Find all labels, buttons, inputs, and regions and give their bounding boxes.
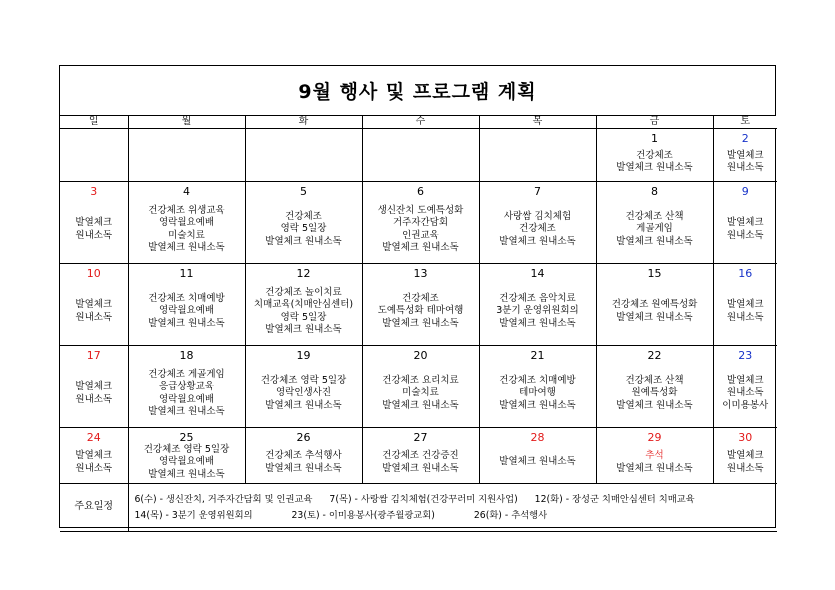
event-list [129, 132, 245, 164]
day-number: 6 [417, 185, 424, 198]
event-list [597, 363, 713, 424]
event-item: 발열체크 원내소독 [265, 235, 342, 247]
event-item: 건강체조 산책 [625, 210, 684, 222]
summary-item: 12(화) - 장성군 치매안심센터 치매교육 [534, 493, 695, 505]
day-cell [362, 264, 479, 346]
day-cell [60, 182, 128, 264]
day-cell [245, 129, 362, 182]
event-list [480, 199, 596, 260]
day-number: 29 [647, 431, 662, 444]
summary-item: 26(화) - 추석행사 [473, 509, 548, 521]
day-number: 30 [738, 431, 753, 444]
event-item: 사랑쌈 김치체험 [503, 210, 572, 222]
event-list [597, 445, 713, 480]
event-list [714, 445, 778, 480]
event-item: 인권교육 [402, 229, 439, 241]
event-item: 발열체크 원내소독 [148, 242, 225, 253]
day-cell [60, 428, 128, 484]
summary-content [128, 484, 777, 532]
event-item: 발열체크 [726, 450, 764, 461]
day-cell [596, 182, 713, 264]
day-number: 2 [741, 132, 749, 145]
day-number: 18 [179, 349, 194, 362]
event-item: 건강체조 영락 5일장 [143, 443, 230, 455]
event-item: 건강체조 영락 5일장 [260, 374, 347, 386]
event-item: 원내소독 [75, 229, 113, 241]
event-item: 건강체조 놀이치료 [265, 286, 342, 298]
event-item: 발열체크 원내소독 [499, 456, 576, 468]
day-number: 8 [651, 185, 658, 198]
day-cell [128, 428, 245, 484]
event-item: 발열체크 [75, 450, 113, 461]
weekday-thu: 목 [479, 116, 596, 129]
event-item: 원내소독 [75, 462, 113, 474]
day-cell [713, 428, 777, 484]
event-item: 건강체조 [402, 292, 439, 304]
day-number: 14 [530, 267, 545, 280]
event-item: 영락 5일장 [280, 311, 327, 323]
event-list [363, 363, 479, 424]
event-list [714, 281, 778, 342]
event-item: 3분기 운영위원회의 [496, 305, 579, 317]
week-row [60, 182, 777, 264]
event-item: 원내소독 [726, 311, 764, 323]
summary-item: 7(목) - 사랑쌈 김치체험(건강꾸러미 지원사업) [329, 493, 518, 505]
event-list [246, 132, 362, 164]
event-item: 영락월요예배 [158, 305, 215, 317]
day-cell [713, 182, 777, 264]
event-item: 발열체크 원내소독 [616, 462, 693, 474]
event-item: 영락월요예배 [158, 456, 215, 468]
event-item: 테마여행 [519, 387, 556, 399]
event-list [60, 132, 128, 164]
summary-row [60, 484, 777, 532]
summary-item: 23(토) - 이미용봉사(광주월광교회) [291, 509, 435, 521]
day-number: 10 [86, 267, 101, 280]
weekday-sun: 일 [60, 116, 128, 129]
day-cell [479, 264, 596, 346]
day-number: 25 [179, 431, 194, 444]
event-item: 건강체조 게골게임 [148, 368, 225, 380]
event-item: 발열체크 [726, 374, 764, 386]
event-item: 건강체조 산책 [625, 374, 684, 386]
day-number: 12 [296, 267, 311, 280]
event-list [129, 363, 245, 424]
event-list [129, 199, 245, 260]
day-number: 19 [296, 349, 311, 362]
event-list [363, 199, 479, 260]
event-list [597, 199, 713, 260]
weekday-sat: 토 [713, 116, 777, 129]
day-cell [596, 264, 713, 346]
event-item: 발열체크 [726, 217, 764, 228]
event-item: 발열체크 원내소독 [382, 242, 459, 253]
summary-item: 6(수) - 생신잔치, 거주자간담회 및 인권교육 [134, 493, 313, 505]
calendar-sheet [59, 65, 776, 528]
event-item: 발열체크 원내소독 [499, 317, 576, 329]
event-item: 치매교육(치매안심센터) [253, 299, 354, 310]
event-item: 원내소독 [726, 229, 764, 241]
event-list [363, 281, 479, 342]
day-number: 23 [738, 349, 753, 362]
event-list [60, 363, 128, 424]
day-cell [362, 346, 479, 428]
event-item: 이미용봉사 [722, 399, 769, 411]
event-item: 발열체크 원내소독 [382, 399, 459, 411]
day-cell [245, 182, 362, 264]
event-item: 발열체크 원내소독 [265, 462, 342, 474]
event-item: 건강체조 추석행사 [265, 450, 342, 461]
day-cell [245, 346, 362, 428]
event-item: 건강체조 음악치료 [499, 292, 576, 304]
day-number: 28 [530, 431, 545, 444]
day-cell [128, 129, 245, 182]
event-item: 발열체크 원내소독 [616, 235, 693, 247]
event-item: 응급상황교육 [158, 381, 215, 392]
day-cell [245, 264, 362, 346]
event-item: 원내소독 [726, 387, 764, 399]
weekday-wed: 수 [362, 116, 479, 129]
event-item: 건강체조 요리치료 [382, 374, 459, 386]
event-item: 건강체조 치매예방 [499, 374, 576, 386]
summary-item: 14(목) - 3분기 운영위원회의 [134, 509, 253, 521]
event-item: 영락월요예배 [158, 217, 215, 228]
day-cell [245, 428, 362, 484]
event-item: 발열체크 [75, 217, 113, 228]
day-cell [60, 346, 128, 428]
summary-line-2 [129, 508, 778, 524]
event-item: 영락 5일장 [280, 223, 327, 235]
event-item: 건강체조 [285, 210, 322, 222]
day-number: 22 [647, 349, 662, 362]
event-item: 거주자간담회 [392, 217, 449, 228]
weekday-tue: 화 [245, 116, 362, 129]
event-item: 발열체크 원내소독 [382, 462, 459, 474]
day-cell [128, 182, 245, 264]
event-item: 원내소독 [726, 162, 764, 173]
event-list [714, 146, 778, 178]
day-cell [713, 264, 777, 346]
event-item: 원예특성화 [631, 387, 678, 399]
event-list [714, 363, 778, 424]
event-item: 발열체크 원내소독 [265, 324, 342, 335]
page-title: 9월 행사 및 프로그램 계획 [60, 66, 775, 116]
day-cell [479, 182, 596, 264]
day-cell [713, 346, 777, 428]
day-cell [60, 129, 128, 182]
day-cell [713, 129, 777, 182]
summary-label: 주요일정 [74, 501, 114, 513]
weekday-mon: 월 [128, 116, 245, 129]
day-cell [479, 129, 596, 182]
event-item: 영락월요예배 [158, 393, 215, 405]
event-item: 미술치료 [168, 229, 205, 241]
day-number: 27 [413, 431, 428, 444]
event-item: 건강체조 원예특성화 [611, 299, 698, 310]
event-item: 영락인생사진 [275, 387, 332, 399]
event-item: 건강체조 [636, 149, 673, 161]
day-number: 4 [183, 185, 190, 198]
event-item: 건강체조 치매예방 [148, 292, 225, 304]
event-item: 발열체크 원내소독 [616, 162, 693, 173]
week-row [60, 346, 777, 428]
event-list [246, 445, 362, 480]
day-number: 26 [296, 431, 311, 444]
event-item: 발열체크 원내소독 [616, 311, 693, 323]
day-number: 20 [413, 349, 428, 362]
event-item: 원내소독 [75, 311, 113, 323]
day-cell [479, 428, 596, 484]
event-item: 게골게임 [636, 223, 673, 235]
day-cell [128, 346, 245, 428]
event-item: 발열체크 원내소독 [148, 317, 225, 329]
event-item: 도예특성화 테마여행 [377, 305, 464, 317]
event-item: 생신잔치 도예특성화 [377, 204, 464, 216]
event-list [597, 281, 713, 342]
event-item: 미술치료 [402, 387, 439, 399]
weekday-header-row [60, 116, 777, 129]
day-cell [479, 346, 596, 428]
day-number: 16 [738, 267, 753, 280]
day-number: 11 [179, 267, 194, 280]
day-number: 9 [741, 185, 749, 198]
day-number: 17 [86, 349, 101, 362]
summary-label-cell [60, 484, 128, 532]
event-item: 발열체크 [75, 381, 113, 392]
event-item: 발열체크 원내소독 [499, 399, 576, 411]
day-number: 15 [647, 267, 662, 280]
event-item: 건강체조 건강증진 [382, 450, 459, 461]
day-cell [596, 428, 713, 484]
event-item: 발열체크 [726, 149, 764, 161]
event-item: 원내소독 [75, 393, 113, 405]
day-number: 3 [90, 185, 98, 198]
event-list [363, 445, 479, 480]
event-list [60, 281, 128, 342]
event-item: 발열체크 원내소독 [499, 235, 576, 247]
day-number: 21 [530, 349, 545, 362]
day-number: 24 [86, 431, 101, 444]
day-cell [60, 264, 128, 346]
week-row [60, 129, 777, 182]
day-number: 5 [300, 185, 307, 198]
event-list [246, 281, 362, 342]
event-list [246, 199, 362, 260]
event-list [714, 199, 778, 260]
event-item: 건강체조 위생교육 [148, 204, 225, 216]
event-item: 추석 [645, 450, 664, 461]
event-item: 발열체크 원내소독 [148, 406, 225, 417]
day-cell [362, 428, 479, 484]
day-cell [362, 182, 479, 264]
weekday-fri: 금 [596, 116, 713, 129]
event-item: 발열체크 [726, 299, 764, 310]
event-item: 원내소독 [726, 462, 764, 474]
event-list [480, 363, 596, 424]
event-item: 발열체크 원내소독 [148, 468, 225, 480]
day-cell [596, 346, 713, 428]
event-list [129, 281, 245, 342]
event-list [480, 445, 596, 480]
event-list [60, 445, 128, 480]
day-cell [128, 264, 245, 346]
day-number: 7 [534, 185, 541, 198]
event-list [363, 132, 479, 164]
event-list [597, 146, 713, 178]
week-row [60, 428, 777, 484]
event-item: 발열체크 원내소독 [382, 317, 459, 329]
day-number: 1 [651, 132, 658, 145]
day-number: 13 [413, 267, 428, 280]
event-item: 건강체조 [519, 223, 556, 235]
event-list [60, 199, 128, 260]
event-list [129, 445, 245, 480]
day-cell [596, 129, 713, 182]
event-item: 발열체크 [75, 299, 113, 310]
event-list [480, 281, 596, 342]
event-item: 발열체크 원내소독 [265, 399, 342, 411]
summary-line-1 [129, 492, 778, 508]
calendar-table [60, 116, 777, 532]
event-list [480, 132, 596, 164]
week-row [60, 264, 777, 346]
event-item: 발열체크 원내소독 [616, 399, 693, 411]
day-cell [362, 129, 479, 182]
event-list [246, 363, 362, 424]
